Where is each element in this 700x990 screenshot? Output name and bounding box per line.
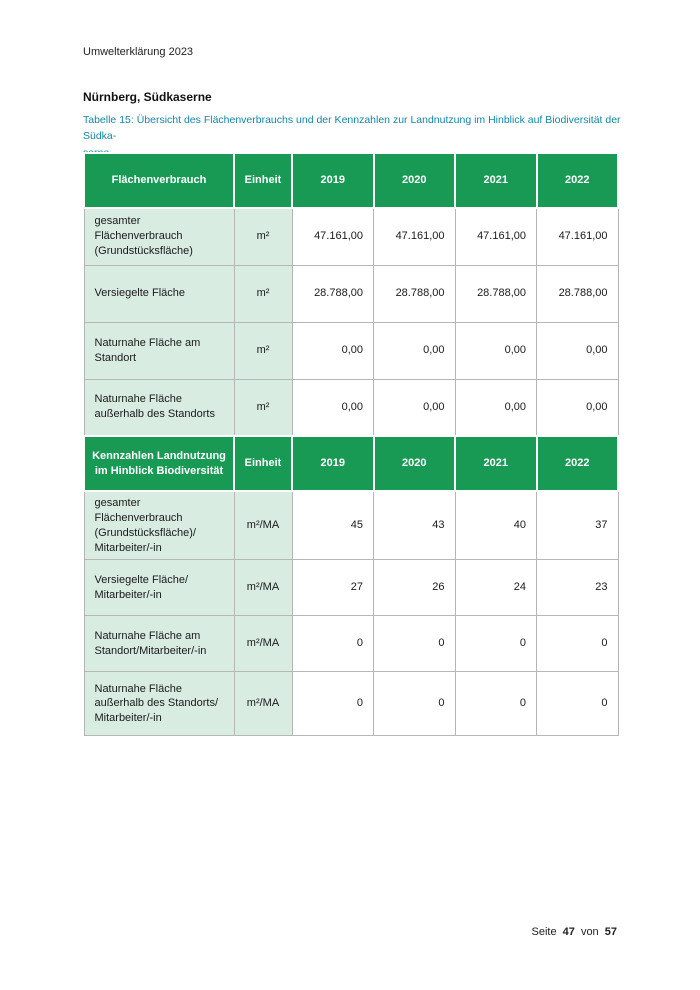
value-cell: 43 — [374, 491, 456, 560]
value-cell: 27 — [292, 560, 374, 616]
table2-header-2022: 2022 — [537, 436, 619, 491]
value-cell: 47.161,00 — [374, 208, 456, 265]
value-cell: 24 — [455, 560, 537, 616]
row-label-cell: Versiegelte Fläche — [84, 265, 234, 322]
value-cell: 28.788,00 — [455, 265, 537, 322]
table1-header-2021: 2021 — [455, 153, 537, 208]
value-cell: 0 — [455, 616, 537, 672]
unit-cell: m² — [234, 265, 292, 322]
table-row — [84, 672, 618, 736]
value-cell: 47.161,00 — [292, 208, 374, 265]
value-cell: 0,00 — [374, 379, 456, 436]
table-row — [84, 560, 618, 616]
unit-cell: m²/MA — [234, 616, 292, 672]
table-row — [84, 616, 618, 672]
table-row — [84, 379, 618, 436]
table2-header-kennzahlen: Kennzahlen Landnutzung im Hinblick Biodiversität — [84, 436, 234, 491]
row-label-cell: gesamter Flächenverbrauch (Grundstücksfläche) — [84, 208, 234, 265]
table1-header-2020: 2020 — [374, 153, 456, 208]
row-label-cell: Naturnahe Fläche außerhalb des Standorts — [84, 379, 234, 436]
flaechenverbrauch-table — [83, 152, 619, 736]
table1-header-einheit: Einheit — [234, 153, 292, 208]
row-label-cell: Naturnahe Fläche am Standort/Mitarbeiter/-in — [84, 616, 234, 672]
value-cell: 0,00 — [455, 322, 537, 379]
value-cell: 0,00 — [537, 322, 619, 379]
value-cell: 0 — [455, 672, 537, 736]
row-label-cell: Versiegelte Fläche/ Mitarbeiter/-in — [84, 560, 234, 616]
table2-header-2021: 2021 — [455, 436, 537, 491]
value-cell: 28.788,00 — [292, 265, 374, 322]
row-label-cell: Naturnahe Fläche außerhalb des Standorts/ Mitarbeiter/-in — [84, 672, 234, 736]
value-cell: 37 — [537, 491, 619, 560]
row-label-cell: Naturnahe Fläche am Standort — [84, 322, 234, 379]
value-cell: 23 — [537, 560, 619, 616]
table1-header-2019: 2019 — [292, 153, 374, 208]
value-cell: 0,00 — [292, 379, 374, 436]
section-title: Nürnberg, Südkaserne — [83, 90, 212, 104]
table-row — [84, 491, 618, 560]
value-cell: 0 — [292, 616, 374, 672]
footer-total-pages: 57 — [604, 926, 617, 938]
table2-header-2020: 2020 — [374, 436, 456, 491]
value-cell: 0,00 — [537, 379, 619, 436]
table-row — [84, 265, 618, 322]
value-cell: 0 — [292, 672, 374, 736]
value-cell: 47.161,00 — [537, 208, 619, 265]
value-cell: 45 — [292, 491, 374, 560]
footer-of-word: von — [580, 926, 599, 938]
unit-cell: m²/MA — [234, 560, 292, 616]
table2-header-row — [84, 436, 618, 491]
value-cell: 0 — [374, 672, 456, 736]
table1-header-flaechenverbrauch: Flächenverbrauch — [84, 153, 234, 208]
value-cell: 28.788,00 — [537, 265, 619, 322]
value-cell: 0 — [537, 616, 619, 672]
value-cell: 0,00 — [292, 322, 374, 379]
table-caption-line1: Tabelle 15: Übersicht des Flächenverbrauchs und der Kennzahlen zur Landnutzung im Hinblick auf Biodiversität der Südka- — [83, 114, 621, 143]
value-cell: 40 — [455, 491, 537, 560]
table1-header-row — [84, 153, 618, 208]
table1-header-2022: 2022 — [537, 153, 619, 208]
land-use-table — [83, 152, 617, 736]
row-label-cell: gesamter Flächenverbrauch (Grundstücksfläche)/ Mitarbeiter/-in — [84, 491, 234, 560]
value-cell: 0,00 — [455, 379, 537, 436]
value-cell: 0 — [537, 672, 619, 736]
table2-header-einheit: Einheit — [234, 436, 292, 491]
value-cell: 47.161,00 — [455, 208, 537, 265]
value-cell: 0 — [374, 616, 456, 672]
unit-cell: m² — [234, 379, 292, 436]
unit-cell: m²/MA — [234, 491, 292, 560]
unit-cell: m² — [234, 208, 292, 265]
page-footer — [531, 926, 617, 938]
value-cell: 26 — [374, 560, 456, 616]
value-cell: 28.788,00 — [374, 265, 456, 322]
value-cell: 0,00 — [374, 322, 456, 379]
table-row — [84, 322, 618, 379]
footer-page-number: 47 — [562, 926, 575, 938]
unit-cell: m²/MA — [234, 672, 292, 736]
footer-prefix: Seite — [531, 926, 557, 938]
document-header: Umwelterklärung 2023 — [83, 46, 194, 58]
table2-header-2019: 2019 — [292, 436, 374, 491]
table-row — [84, 208, 618, 265]
unit-cell: m² — [234, 322, 292, 379]
